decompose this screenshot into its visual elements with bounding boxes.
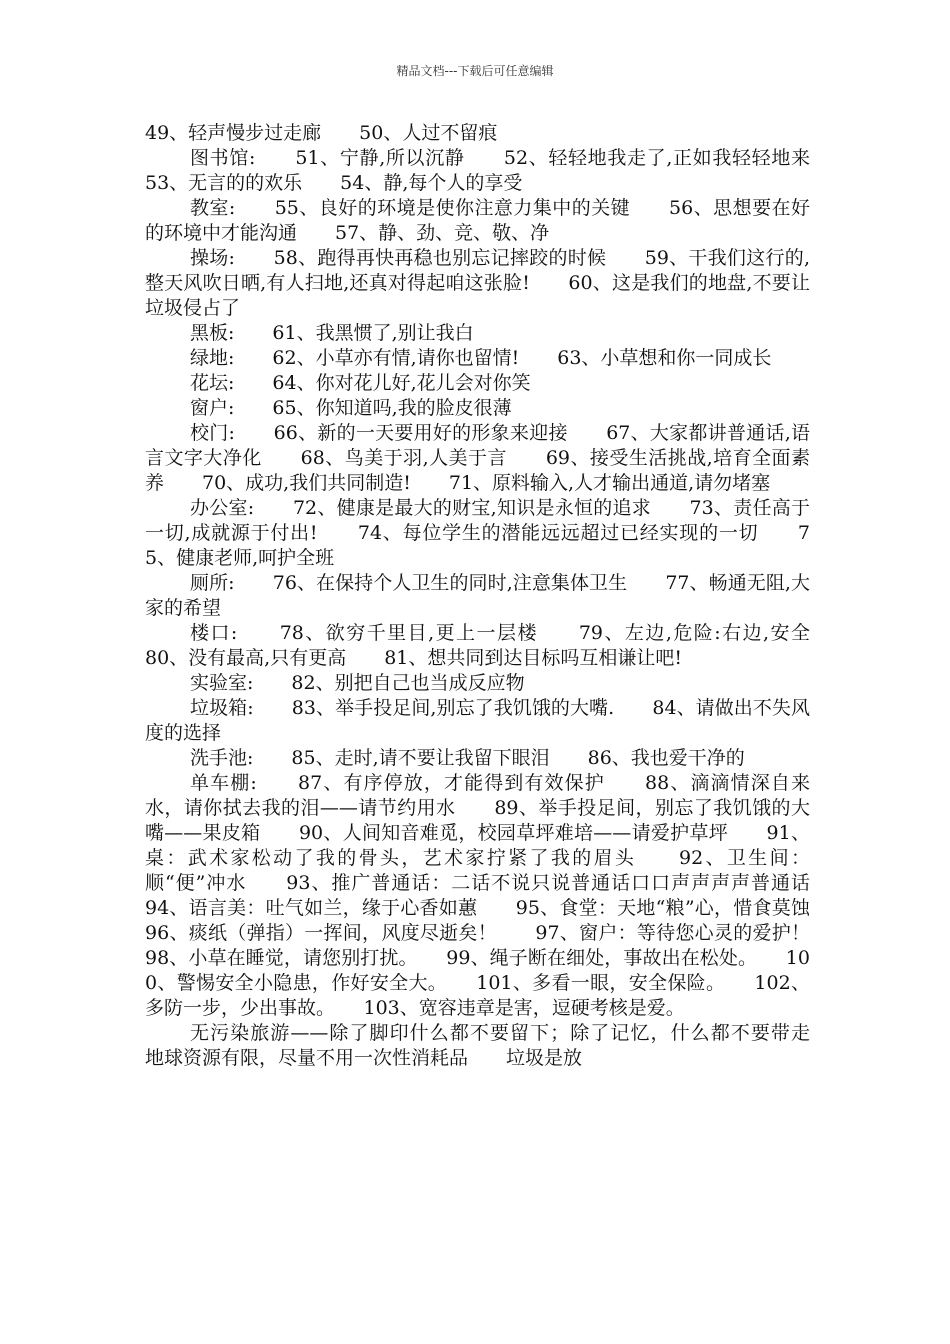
paragraph: 洗手池: 85、走时,请不要让我留下眼泪 86、我也爱干净的 — [190, 747, 745, 769]
paragraph: 办公室: 72、健康是最大的财宝,知识是永恒的追求 73、责任高于一切,成就源于付出! 74、每位学生的潜能远远超过已经实现的一切 75、健康老师,呵护全班 — [145, 497, 810, 569]
paragraph: 操场: 58、跑得再快再稳也别忘记摔跤的时候 59、干我们这行的,整天风吹日晒,有人扫地,还真对得起咱这张脸! 60、这是我们的地盘,不要让垃圾侵占了 — [145, 247, 810, 319]
paragraph: 黑板: 61、我黑惯了,别让我白 — [190, 322, 474, 344]
paragraph: 单车棚: 87、有序停放，才能得到有效保护 88、滴滴情深自来水，请你拭去我的泪——请节约用水 89、举手投足间，别忘了我饥饿的大嘴——果皮箱 90、人间知音难觅，校园草坪难培——请爱护草坪 91、桌：武术家松动了我的骨头，艺术家拧紧了我的眉头 92、卫生间：顺“便”冲水 93、推广普通话：二话不说只说普通话口口声声声声普通话 94、语言美：吐气如兰，缘于心香如蕙 95、食堂：天地“粮”心，惜食莫蚀 96、痰纸（弹指）一挥间，风度尽逝矣！ 97、窗户：等待您心灵的爱护！ 98、小草在睡觉，请您别打扰。 99、绳子断在细处，事故出在松处。 100、警惕安全小隐患，作好安全大。 101、多看一眼，安全保险。 102、多防一步，少出事故。 103、宽容违章是害，逗硬考核是爱。 — [145, 772, 849, 1019]
paragraph: 49、轻声慢步过走廊 50、人过不留痕 — [145, 122, 498, 144]
paragraph: 图书馆: 51、宁静,所以沉静 52、轻轻地我走了,正如我轻轻地来 53、无言的的欢乐 54、静,每个人的享受 — [145, 147, 849, 194]
page-header: 精品文档---下载后可任意编辑 — [396, 64, 554, 78]
paragraph: 厕所: 76、在保持个人卫生的同时,注意集体卫生 77、畅通无阻,大家的希望 — [145, 572, 810, 619]
paragraph: 教室: 55、良好的环境是使你注意力集中的关键 56、思想要在好的环境中才能沟通 57、静、劲、竞、敬、净 — [145, 197, 810, 244]
paragraph: 窗户: 65、你知道吗,我的脸皮很薄 — [190, 397, 512, 419]
paragraph: 楼口: 78、欲穷千里目,更上一层楼 79、左边,危险:右边,安全 80、没有最高,只有更高 81、想共同到达目标吗互相谦让吧! — [145, 622, 849, 669]
paragraph: 绿地: 62、小草亦有情,请你也留情! 63、小草想和你一同成长 — [190, 347, 772, 369]
paragraph: 实验室: 82、别把自己也当成反应物 — [190, 672, 525, 694]
paragraph: 花坛: 64、你对花儿好,花儿会对你笑 — [190, 372, 531, 394]
paragraph: 校门: 66、新的一天要用好的形象来迎接 67、大家都讲普通话,语言文字大净化 68、鸟美于羽,人美于言 69、接受生活挑战,培育全面素养 70、成功,我们共同制造! 71、原料输入,人才输出通道,请勿堵塞 — [145, 422, 810, 494]
document-body — [145, 121, 849, 1071]
paragraph: 无污染旅游——除了脚印什么都不要留下；除了记忆，什么都不要带走 地球资源有限，尽量不用一次性消耗品 垃圾是放 — [145, 1022, 849, 1069]
paragraph: 垃圾箱: 83、举手投足间,别忘了我饥饿的大嘴. 84、请做出不失风度的选择 — [145, 697, 810, 744]
